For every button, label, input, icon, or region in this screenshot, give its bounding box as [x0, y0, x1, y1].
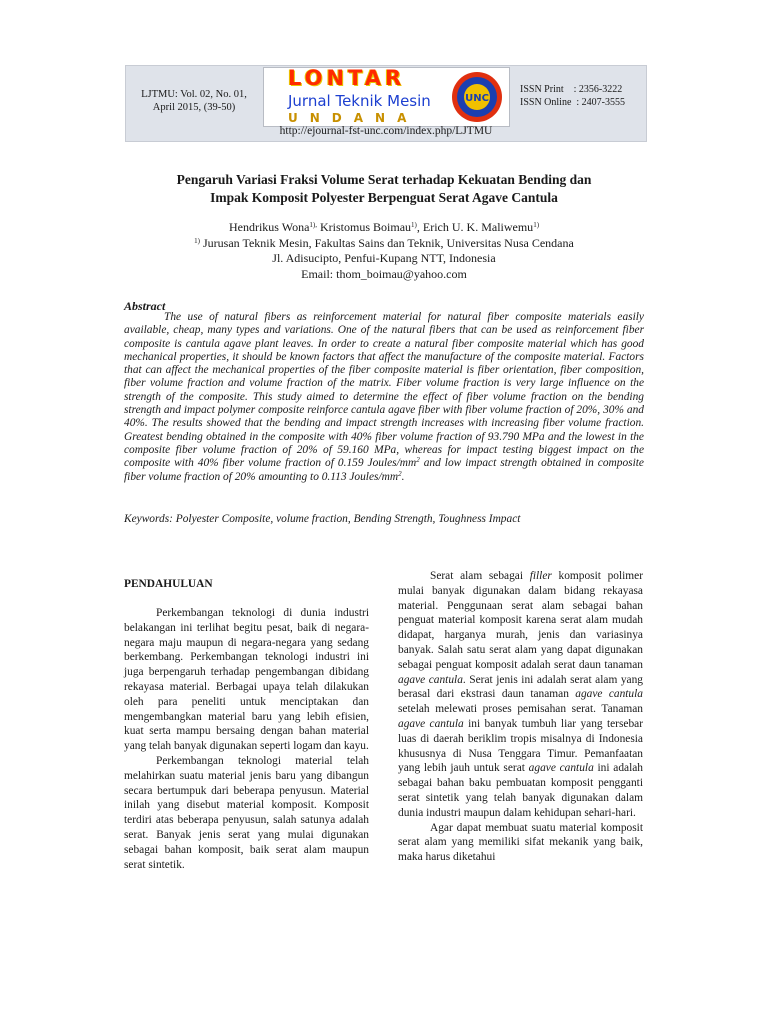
paragraph: Perkembangan teknologi material telah melahirkan suatu material jenis baru yang dibangun secara bertumpuk dari beberapa penyusun. Material inilah yang disebut material komposit. Komposit terdiri atas beberapa penyusun, salah satunya adalah serat. Banyak jenis serat yang mulai digunakan sebagai bahan komposit, baik serat alam maupun serat sintetik. — [124, 754, 369, 871]
volume-line: LJTMU: Vol. 02, No. 01, — [141, 89, 247, 100]
author-email[interactable]: Email: thom_boimau@yahoo.com — [301, 266, 467, 281]
body-column-left — [124, 569, 369, 872]
section-heading: PENDAHULUAN — [124, 578, 213, 590]
journal-logo — [263, 67, 510, 127]
logo-subtitle: Jurnal Teknik Mesin — [288, 92, 431, 110]
paragraph: Agar dapat membuat suatu material komposit serat alam yang memiliki sifat mekanik yang baik, maka harus diketahui — [398, 821, 643, 864]
paragraph: Perkembangan teknologi di dunia industri belakangan ini terlihat begitu pesat, baik di negara-negara maju maupun di negara-negara yang sedang berkembang. Perkembangan teknologi industri ini juga berpengaruh terhadap pengembangan dibidang rekayasa material. Berbagai upaya telah dilakukan oleh para peneliti untuk menciptakan dan mengembangkan material baru yang lebih efisien, kuat serta mampu bersaing dengan bahan material yang telah banyak digunakan seperti logam dan kayu. — [124, 607, 369, 753]
abstract-text: The use of natural fibers as reinforcement material for natural fiber composite materials easily available, cheap, many types and variations. One of the natural fibers that can be used as reinforcement fiber composite is cantula agave plant leaves. In order to create a natural fiber composite material which has good mechanical properties, it should be known factors that affect the manufacture of the composite material. Factors that can affect the mechanical properties of the fiber composite material is fiber orientation, fiber composition, fiber volume fraction and volume fraction of the matrix. Fiber volume fraction is very large influence on the strength of the composite. This study aimed to determine the effect of fiber volume fraction on the bending strength and impact polymer composite reinforce cantula agave fiber with fiber volume fraction of 20%, 30% and 40%. The results showed that the bending and impact strength increases with increasing fiber volume fraction. Greatest bending obtained in the composite with 40% fiber volume fraction of 93.790 MPa and the lowest in the composite fiber volume fraction of 20% of 59.160 MPa, whereas for impact testing biggest impact on the composite with 40% fiber volume fraction of 0.159 Joules/$mm^2$ and low impact strength obtained in composite fiber volume fraction of 20% amounting to 0.113 Joules/$mm^2$. — [124, 311, 644, 483]
author-affiliation: $^{1)}$ Jurusan Teknik Mesin, Fakultas Sains dan Teknik, Universitas Nusa Cendana — [194, 235, 574, 250]
logo-bottom-text: UNDANA — [288, 111, 419, 125]
title-line-2: Impak Komposit Polyester Berpenguat Serat Agave Cantula — [210, 190, 558, 205]
issn-online: ISSN Online : 2407-3555 — [520, 97, 625, 108]
journal-url-link[interactable]: http://ejournal-fst-unc.com/index.php/LJTMU — [279, 125, 493, 137]
journal-header — [125, 65, 647, 142]
issn-info — [520, 83, 645, 109]
journal-volume-info — [126, 88, 262, 114]
logo-title: LONTAR — [288, 67, 406, 90]
university-emblem-icon — [451, 71, 503, 123]
emblem-text: UNC — [465, 93, 489, 104]
body-column-right — [398, 569, 643, 865]
title-line-1: Pengaruh Variasi Fraksi Volume Serat terhadap Kekuatan Bending dan — [176, 172, 592, 187]
author-block — [0, 220, 768, 282]
author-names: Hendrikus Wona$^{1),}$ Kristomus Boimau$^{1)}$, Erich U. K. Maliwemu$^{1)}$ — [228, 220, 540, 234]
paper-title — [0, 171, 768, 207]
abstract-heading: Abstract — [124, 299, 166, 313]
author-address: Jl. Adisucipto, Penfui-Kupang NTT, Indonesia — [272, 251, 496, 265]
keywords: Keywords: Polyester Composite, volume fraction, Bending Strength, Toughness Impact — [124, 513, 521, 525]
issn-print: ISSN Print : 2356-3222 — [520, 84, 623, 95]
paragraph: Serat alam sebagai filler komposit polimer mulai banyak digunakan dalam bidang rekayasa material. Penggunaan serat alam sebagai bahan penguat material komposit karena serat alam mudah didapat, harganya murah, jenis dan variasinya banyak. Salah satu serat alam yang dapat digunakan sebagai penguat komposit adalah serat daun tanaman agave cantula. Serat jenis ini adalah serat alam yang berasal dari ekstrasi daun tanaman agave cantula setelah melewati proses pemisahan serat. Tanaman agave cantula ini banyak tumbuh liar yang tersebar luas di daerah beriklim tropis misalnya di Indonesia khususnya di Nusa Tenggara Timur. Pemanfaatan yang lebih jauh untuk serat agave cantula ini adalah sebagai bahan baku pembuatan komposit pengganti serat sintetik yang telah banyak digunakan dalam dunia industri maupun dalam kehidupan sehari-hari. — [398, 570, 644, 819]
date-pages-line: April 2015, (39-50) — [152, 102, 236, 113]
